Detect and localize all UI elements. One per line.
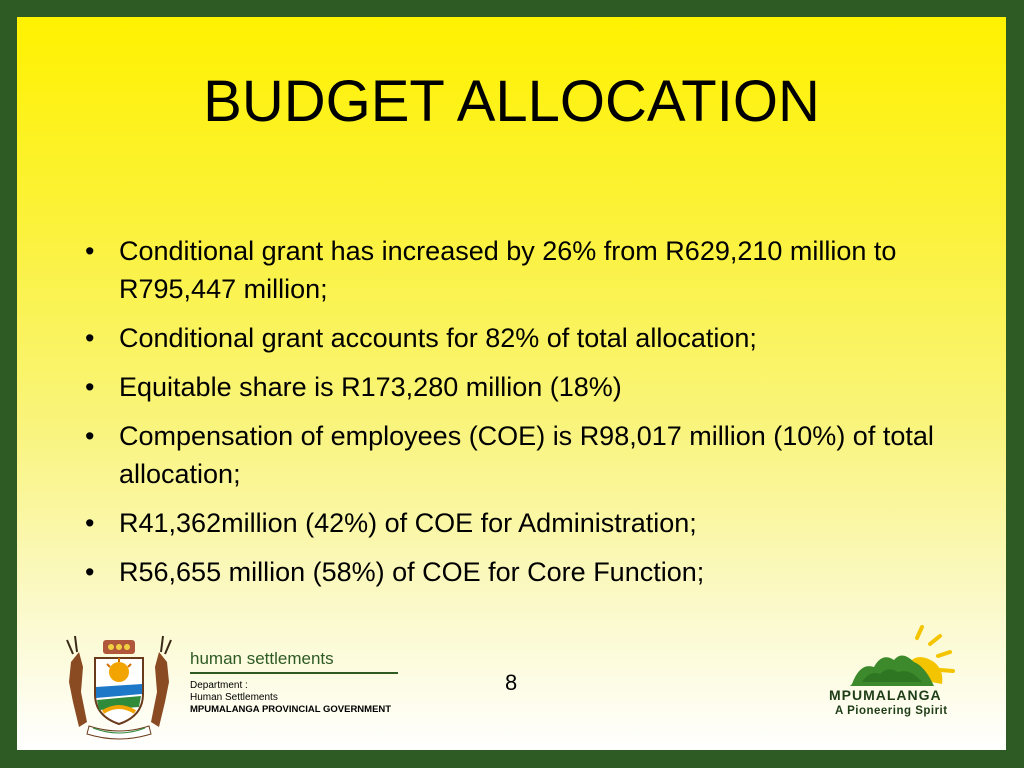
bullet-symbol: •	[85, 557, 95, 587]
bullet-item	[81, 232, 981, 308]
divider	[190, 672, 398, 674]
bullet-item	[81, 319, 981, 357]
province-tagline: A Pioneering Spirit	[835, 705, 948, 717]
bullet-text: R56,655 million (58%) of COE for Core Function;	[119, 557, 705, 587]
page-number: 8	[505, 670, 518, 695]
bullet-text: Equitable share is R173,280 million (18%)	[119, 372, 622, 402]
bullet-symbol: •	[85, 236, 95, 266]
bullet-list	[81, 232, 981, 602]
bullet-symbol: •	[85, 323, 95, 353]
bullet-text: Conditional grant accounts for 82% of total allocation;	[119, 323, 757, 353]
department-name: Human Settlements	[190, 692, 278, 703]
bullet-symbol: •	[85, 372, 95, 402]
slide	[17, 17, 1006, 750]
bullet-item	[81, 368, 981, 406]
bullet-item	[81, 504, 981, 542]
bullet-item	[81, 417, 981, 493]
department-label: Department :	[190, 680, 248, 691]
bullet-symbol: •	[85, 508, 95, 538]
bullet-item	[81, 553, 981, 591]
coat-of-arms-icon	[59, 632, 179, 742]
bullet-symbol: •	[85, 421, 95, 451]
department-title: human settlements	[190, 649, 334, 668]
bullet-text: R41,362million (42%) of COE for Administration;	[119, 508, 697, 538]
government-name: MPUMALANGA PROVINCIAL GOVERNMENT	[190, 704, 392, 715]
province-name: MPUMALANGA	[829, 687, 942, 703]
department-block	[190, 649, 420, 716]
bullet-text: Compensation of employees (COE) is R98,017 million (10%) of total allocation;	[119, 421, 934, 489]
bullet-text: Conditional grant has increased by 26% from R629,210 million to R795,447 million;	[119, 236, 897, 304]
slide-title: BUDGET ALLOCATION	[203, 69, 820, 134]
